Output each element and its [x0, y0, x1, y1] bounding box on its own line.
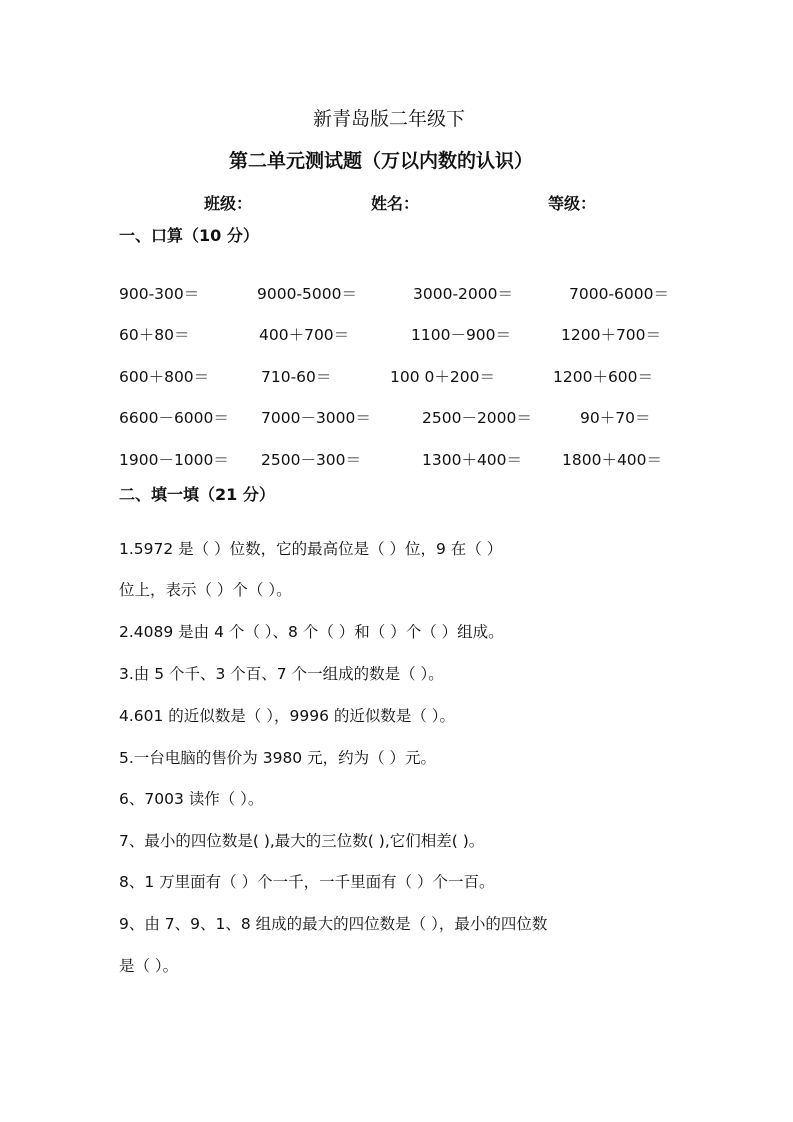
calc-item: 600＋800＝: [119, 368, 210, 386]
calc-item: 1800＋400＝: [562, 451, 663, 469]
question-line: 是（ ）。: [119, 957, 179, 975]
question-line: 8、1 万里面有（ ）个一千，一千里面有（ ）个一百。: [119, 873, 495, 891]
calc-item: 6600－6000＝: [119, 409, 229, 427]
calc-item: 100 0＋200＝: [390, 368, 495, 386]
calc-item: 7000－3000＝: [261, 409, 371, 427]
calc-item: 7000-6000＝: [569, 285, 669, 303]
calc-item: 710-60＝: [261, 368, 332, 386]
question-line: 4.601 的近似数是（ ），9996 的近似数是（ ）。: [119, 707, 456, 725]
calc-item: 2500－300＝: [261, 451, 362, 469]
calc-item: 60＋80＝: [119, 326, 190, 344]
question-line: 9、由 7、9、1、8 组成的最大的四位数是（ ），最小的四位数: [119, 915, 548, 933]
calc-item: 1200＋700＝: [561, 326, 662, 344]
question-line: 6、7003 读作（ ）。: [119, 790, 264, 808]
page-title: 新青岛版二年级下: [313, 108, 466, 130]
question-line: 位上，表示（ ）个（ ）。: [119, 581, 292, 599]
calc-item: 900-300＝: [119, 285, 200, 303]
section2-heading: 二、填一填（21 分）: [119, 485, 275, 504]
calc-item: 1300＋400＝: [422, 451, 523, 469]
section1-heading: 一、口算（10 分）: [119, 226, 259, 245]
calc-item: 1200＋600＝: [553, 368, 654, 386]
page-subtitle: 第二单元测试题（万以内数的认识）: [229, 150, 534, 172]
calc-item: 90＋70＝: [580, 409, 651, 427]
question-line: 5.一台电脑的售价为 3980 元，约为（ ）元。: [119, 749, 437, 767]
question-line: 2.4089 是由 4 个（ ）、8 个（ ）和（ ）个（ ）组成。: [119, 623, 504, 641]
grade-label: 等级：: [548, 194, 597, 213]
calc-item: 3000-2000＝: [413, 285, 513, 303]
calc-item: 1100－900＝: [411, 326, 512, 344]
calc-item: 2500－2000＝: [422, 409, 532, 427]
question-line: 3.由 5 个千、3 个百、7 个一组成的数是（ ）。: [119, 665, 444, 683]
calc-item: 1900－1000＝: [119, 451, 229, 469]
calc-item: 400＋700＝: [259, 326, 350, 344]
name-label: 姓名：: [371, 194, 420, 213]
calc-item: 9000-5000＝: [257, 285, 357, 303]
question-line: 7、最小的四位数是( ),最大的三位数( ),它们相差( )。: [119, 832, 485, 850]
class-label: 班级：: [204, 194, 253, 213]
question-line: 1.5972 是（ ）位数，它的最高位是（ ）位，9 在（ ）: [119, 540, 503, 558]
